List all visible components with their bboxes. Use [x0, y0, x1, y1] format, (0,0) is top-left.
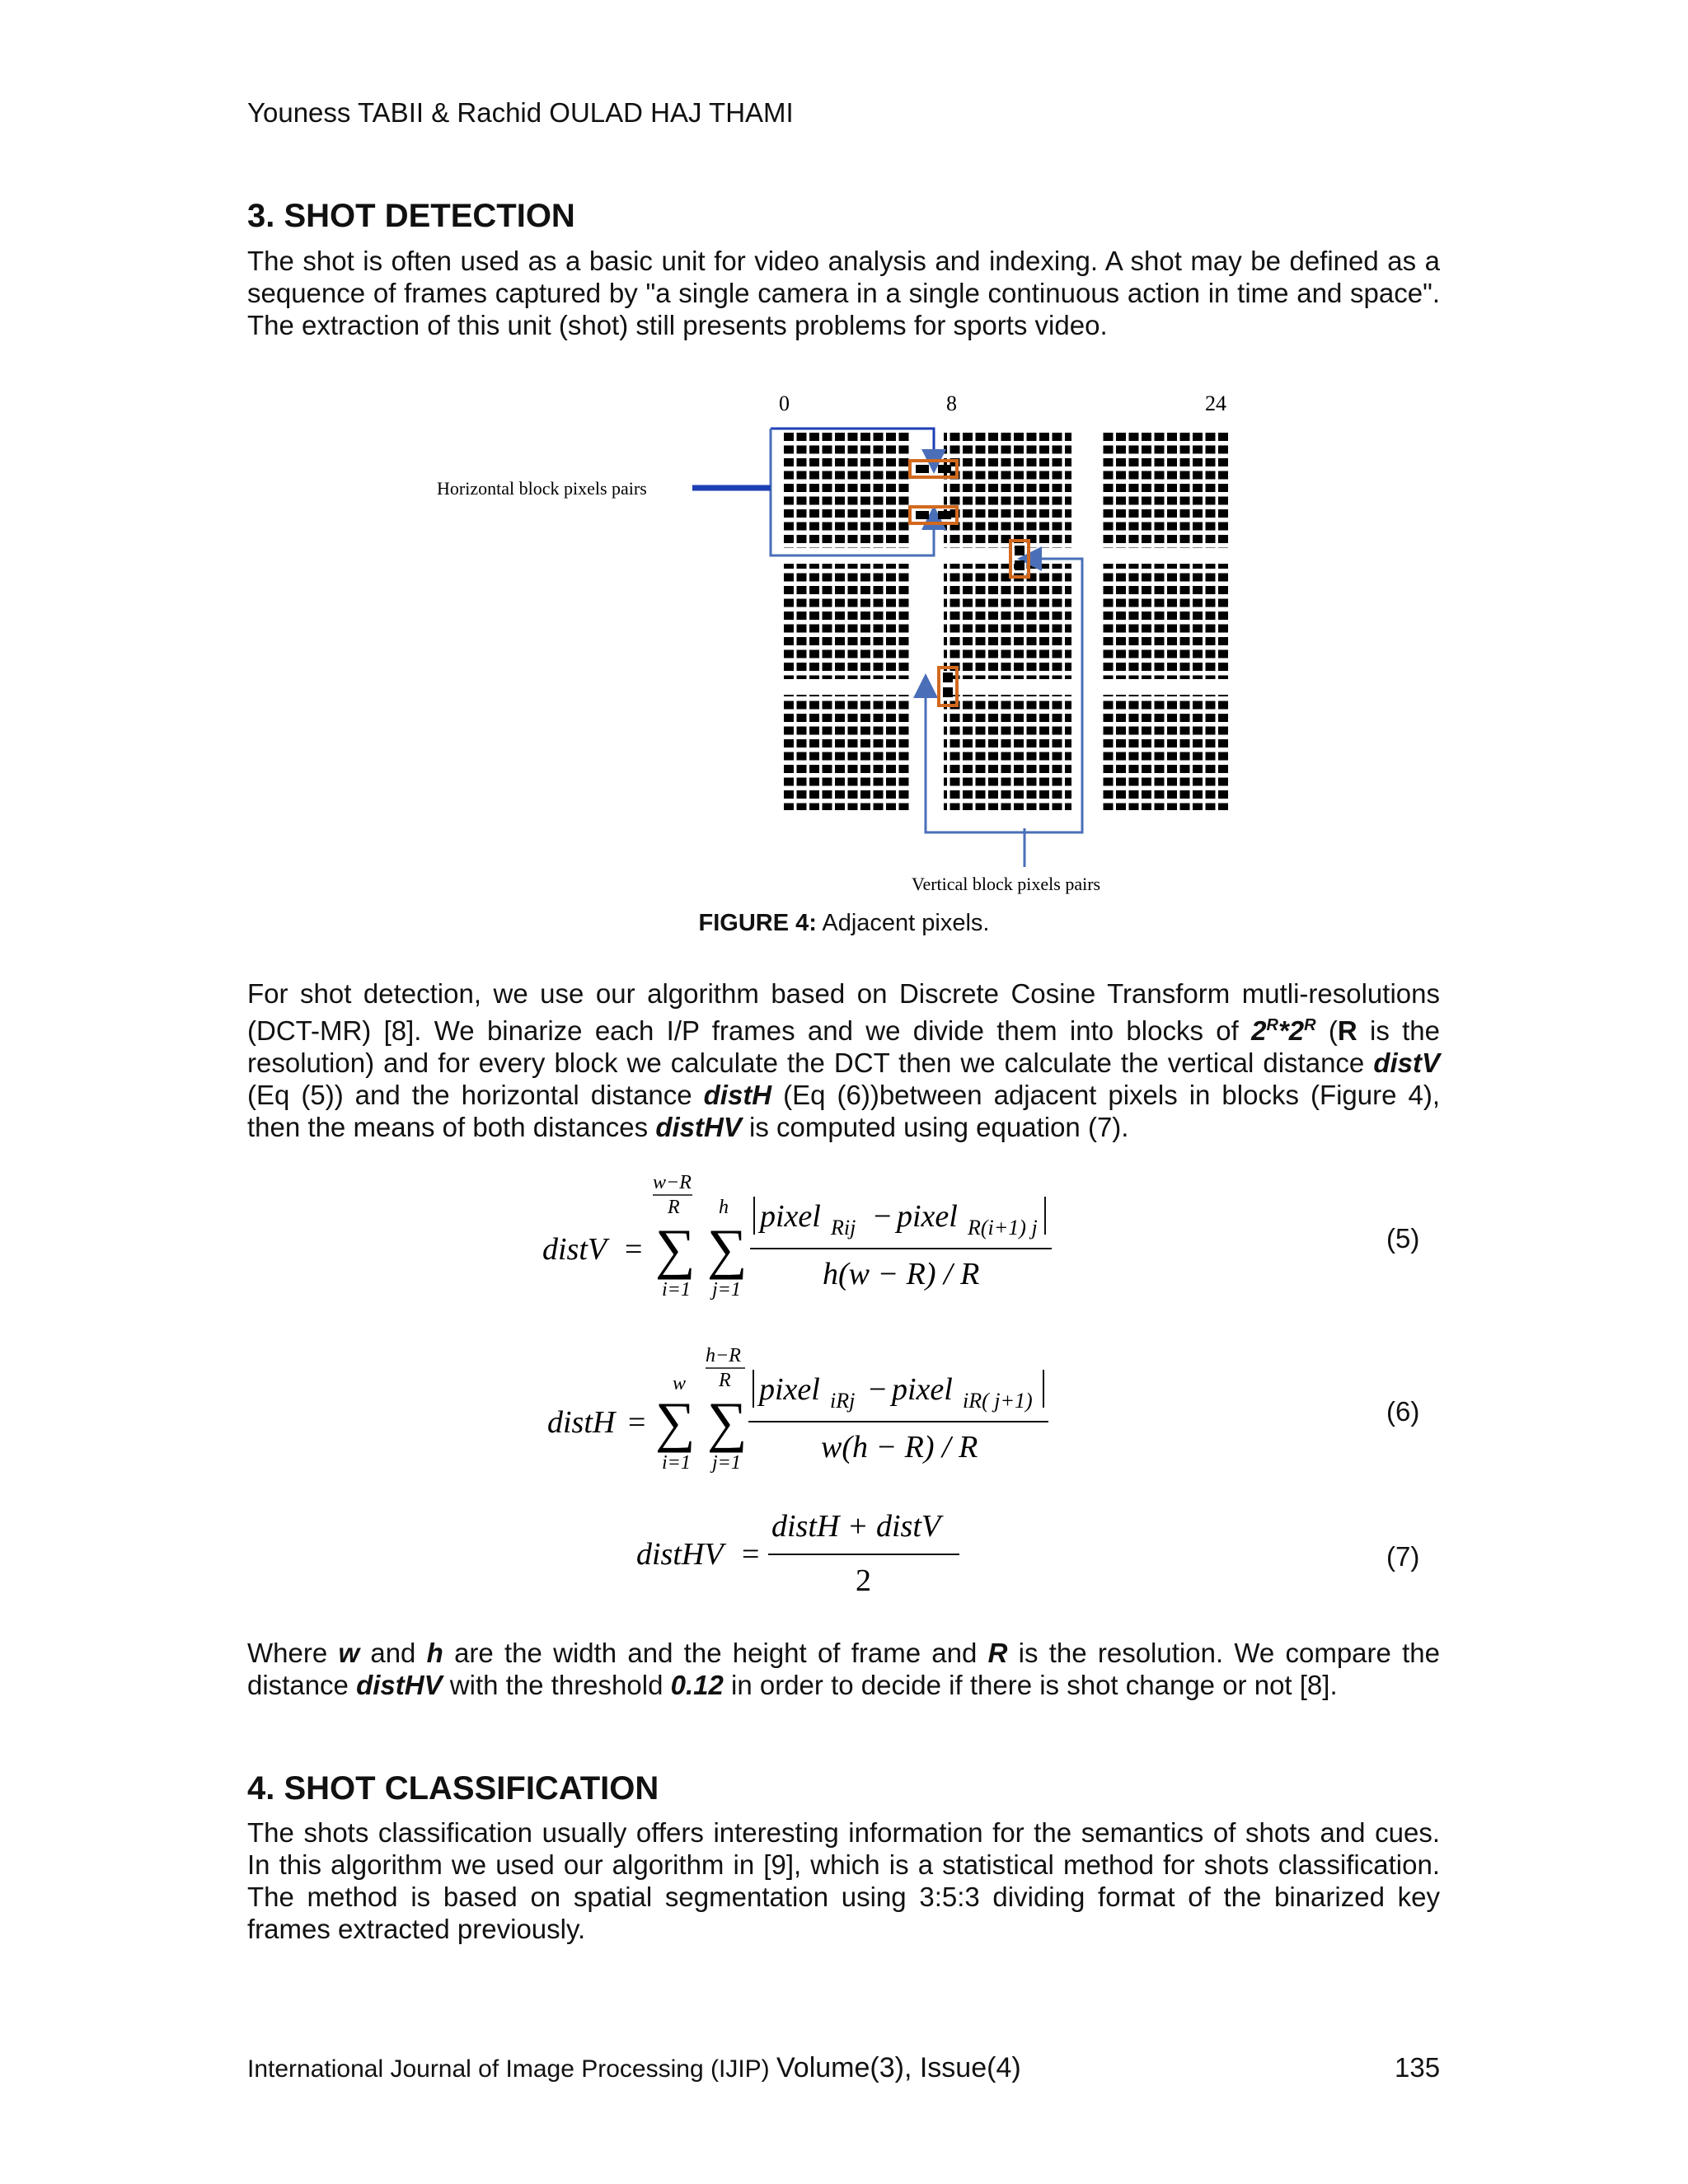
- svg-text:distH: distH: [547, 1405, 616, 1440]
- svg-text:pixel: pixel: [760, 1199, 821, 1234]
- pixel-block: [944, 564, 1071, 679]
- pixel-block-grid: [784, 433, 1228, 810]
- svg-text:i=1: i=1: [662, 1452, 691, 1474]
- svg-text:h: h: [719, 1197, 729, 1218]
- sigma-1: ∑: [655, 1217, 696, 1280]
- svg-text:distHV: distHV: [636, 1537, 724, 1572]
- svg-text:pixel: pixel: [897, 1199, 958, 1234]
- svg-text:2: 2: [856, 1563, 871, 1598]
- svg-text:pixel: pixel: [892, 1372, 953, 1407]
- tick-label-24: 24: [1205, 391, 1226, 415]
- equation-6: [536, 1343, 1080, 1483]
- pixel-block: [784, 695, 912, 810]
- svg-text:R: R: [719, 1370, 731, 1391]
- pixel-block: [784, 433, 912, 548]
- pixel-block: [784, 564, 912, 679]
- equation-5: [528, 1170, 1071, 1310]
- running-header: Youness TABII & Rachid OULAD HAJ THAMI: [247, 97, 794, 128]
- section-3-intro: The shot is often used as a basic unit for video analysis and indexing. A shot may be defined as a sequence of frames captured by "a single camera in a single continuous action in time and space". The extraction of this unit (shot) still presents problems for sports video.: [247, 246, 1440, 340]
- svg-text:distH + distV: distH + distV: [771, 1509, 941, 1544]
- svg-text:iRj: iRj: [830, 1389, 856, 1413]
- pixel-block: [1100, 695, 1228, 810]
- journal-name: International Journal of Image Processing (IJIP): [247, 2055, 770, 2083]
- page-number: 135: [1395, 2052, 1441, 2083]
- figure-caption: [0, 910, 1688, 937]
- equation-6-number: (6): [1386, 1396, 1420, 1427]
- shot-detection-paragraph: For shot detection, we use our algorithm based on Discrete Cosine Transform mutli-resolutions (DCT-MR) [8]. We binarize each I/P frames and we divide them into blocks of $2^R*2^R$ (R is the resolution) and for every block we calculate the DCT then we calculate the vertical distance distV (Eq (5)) and the horizontal distance distH (Eq (6))between adjacent pixels in blocks (Figure 4), then the means of both distances distHV is computed using equation (7).: [247, 978, 1440, 1142]
- pixel-block: [1100, 433, 1228, 548]
- svg-text:i=1: i=1: [662, 1279, 691, 1301]
- equation-7-number: (7): [1386, 1541, 1420, 1572]
- equation-7: [626, 1508, 973, 1607]
- svg-text:w−R: w−R: [653, 1172, 692, 1193]
- svg-text:R(i+1) j: R(i+1) j: [968, 1216, 1038, 1240]
- vertical-pairs-label: Vertical block pixels pairs: [912, 874, 1101, 894]
- svg-text:iR( j+1): iR( j+1): [963, 1389, 1033, 1413]
- pixel-block: [944, 695, 1071, 810]
- figure-4-adjacent-pixels: [0, 0, 1688, 923]
- sigma-1: ∑: [655, 1390, 696, 1453]
- svg-text:−: −: [869, 1372, 887, 1407]
- equation-5-number: (5): [1386, 1223, 1420, 1254]
- section-3-heading: 3. SHOT DETECTION: [247, 198, 575, 234]
- svg-text:j=1: j=1: [712, 1279, 741, 1301]
- pixel-block: [944, 433, 1071, 548]
- svg-text:−: −: [874, 1199, 892, 1234]
- svg-text:w: w: [673, 1373, 687, 1394]
- svg-text:h(w − R) / R: h(w − R) / R: [823, 1257, 980, 1291]
- journal-volume: Volume(3), Issue(4): [776, 2052, 1021, 2083]
- svg-text:j=1: j=1: [712, 1452, 741, 1474]
- horizontal-pairs-label: Horizontal block pixels pairs: [437, 478, 647, 499]
- svg-text:distV: distV: [542, 1232, 607, 1267]
- tick-label-8: 8: [946, 391, 957, 415]
- svg-text:R: R: [668, 1197, 680, 1218]
- svg-text:h−R: h−R: [706, 1345, 741, 1366]
- sigma-2: ∑: [707, 1390, 748, 1453]
- tick-label-0: 0: [779, 391, 790, 415]
- section-4-body: The shots classification usually offers interesting information for the semantics of shots and cues. In this algorithm we used our algorithm in [9], which is a statistical method for shots classification. The method is based on spatial segmentation using 3:5:3 dividing format of the binarized key frames extracted previously.: [247, 1817, 1440, 1944]
- sigma-2: ∑: [707, 1217, 748, 1280]
- svg-text:=: =: [625, 1232, 643, 1267]
- svg-text:pixel: pixel: [759, 1372, 820, 1407]
- footer-journal: [247, 2052, 1021, 2084]
- svg-text:=: =: [742, 1537, 760, 1572]
- caption-label: FIGURE 4:: [698, 910, 817, 936]
- svg-text:=: =: [628, 1405, 646, 1440]
- threshold-paragraph: Where w and h are the width and the height of frame and R is the resolution. We compare the distance distHV with the threshold 0.12 in order to decide if there is shot change or not [8].: [247, 1638, 1440, 1700]
- caption-text: Adjacent pixels.: [816, 910, 990, 936]
- pixel-block: [1100, 564, 1228, 679]
- svg-text:Rij: Rij: [831, 1216, 856, 1240]
- section-4-heading: 4. SHOT CLASSIFICATION: [247, 1770, 659, 1807]
- svg-text:w(h − R) / R: w(h − R) / R: [821, 1430, 978, 1465]
